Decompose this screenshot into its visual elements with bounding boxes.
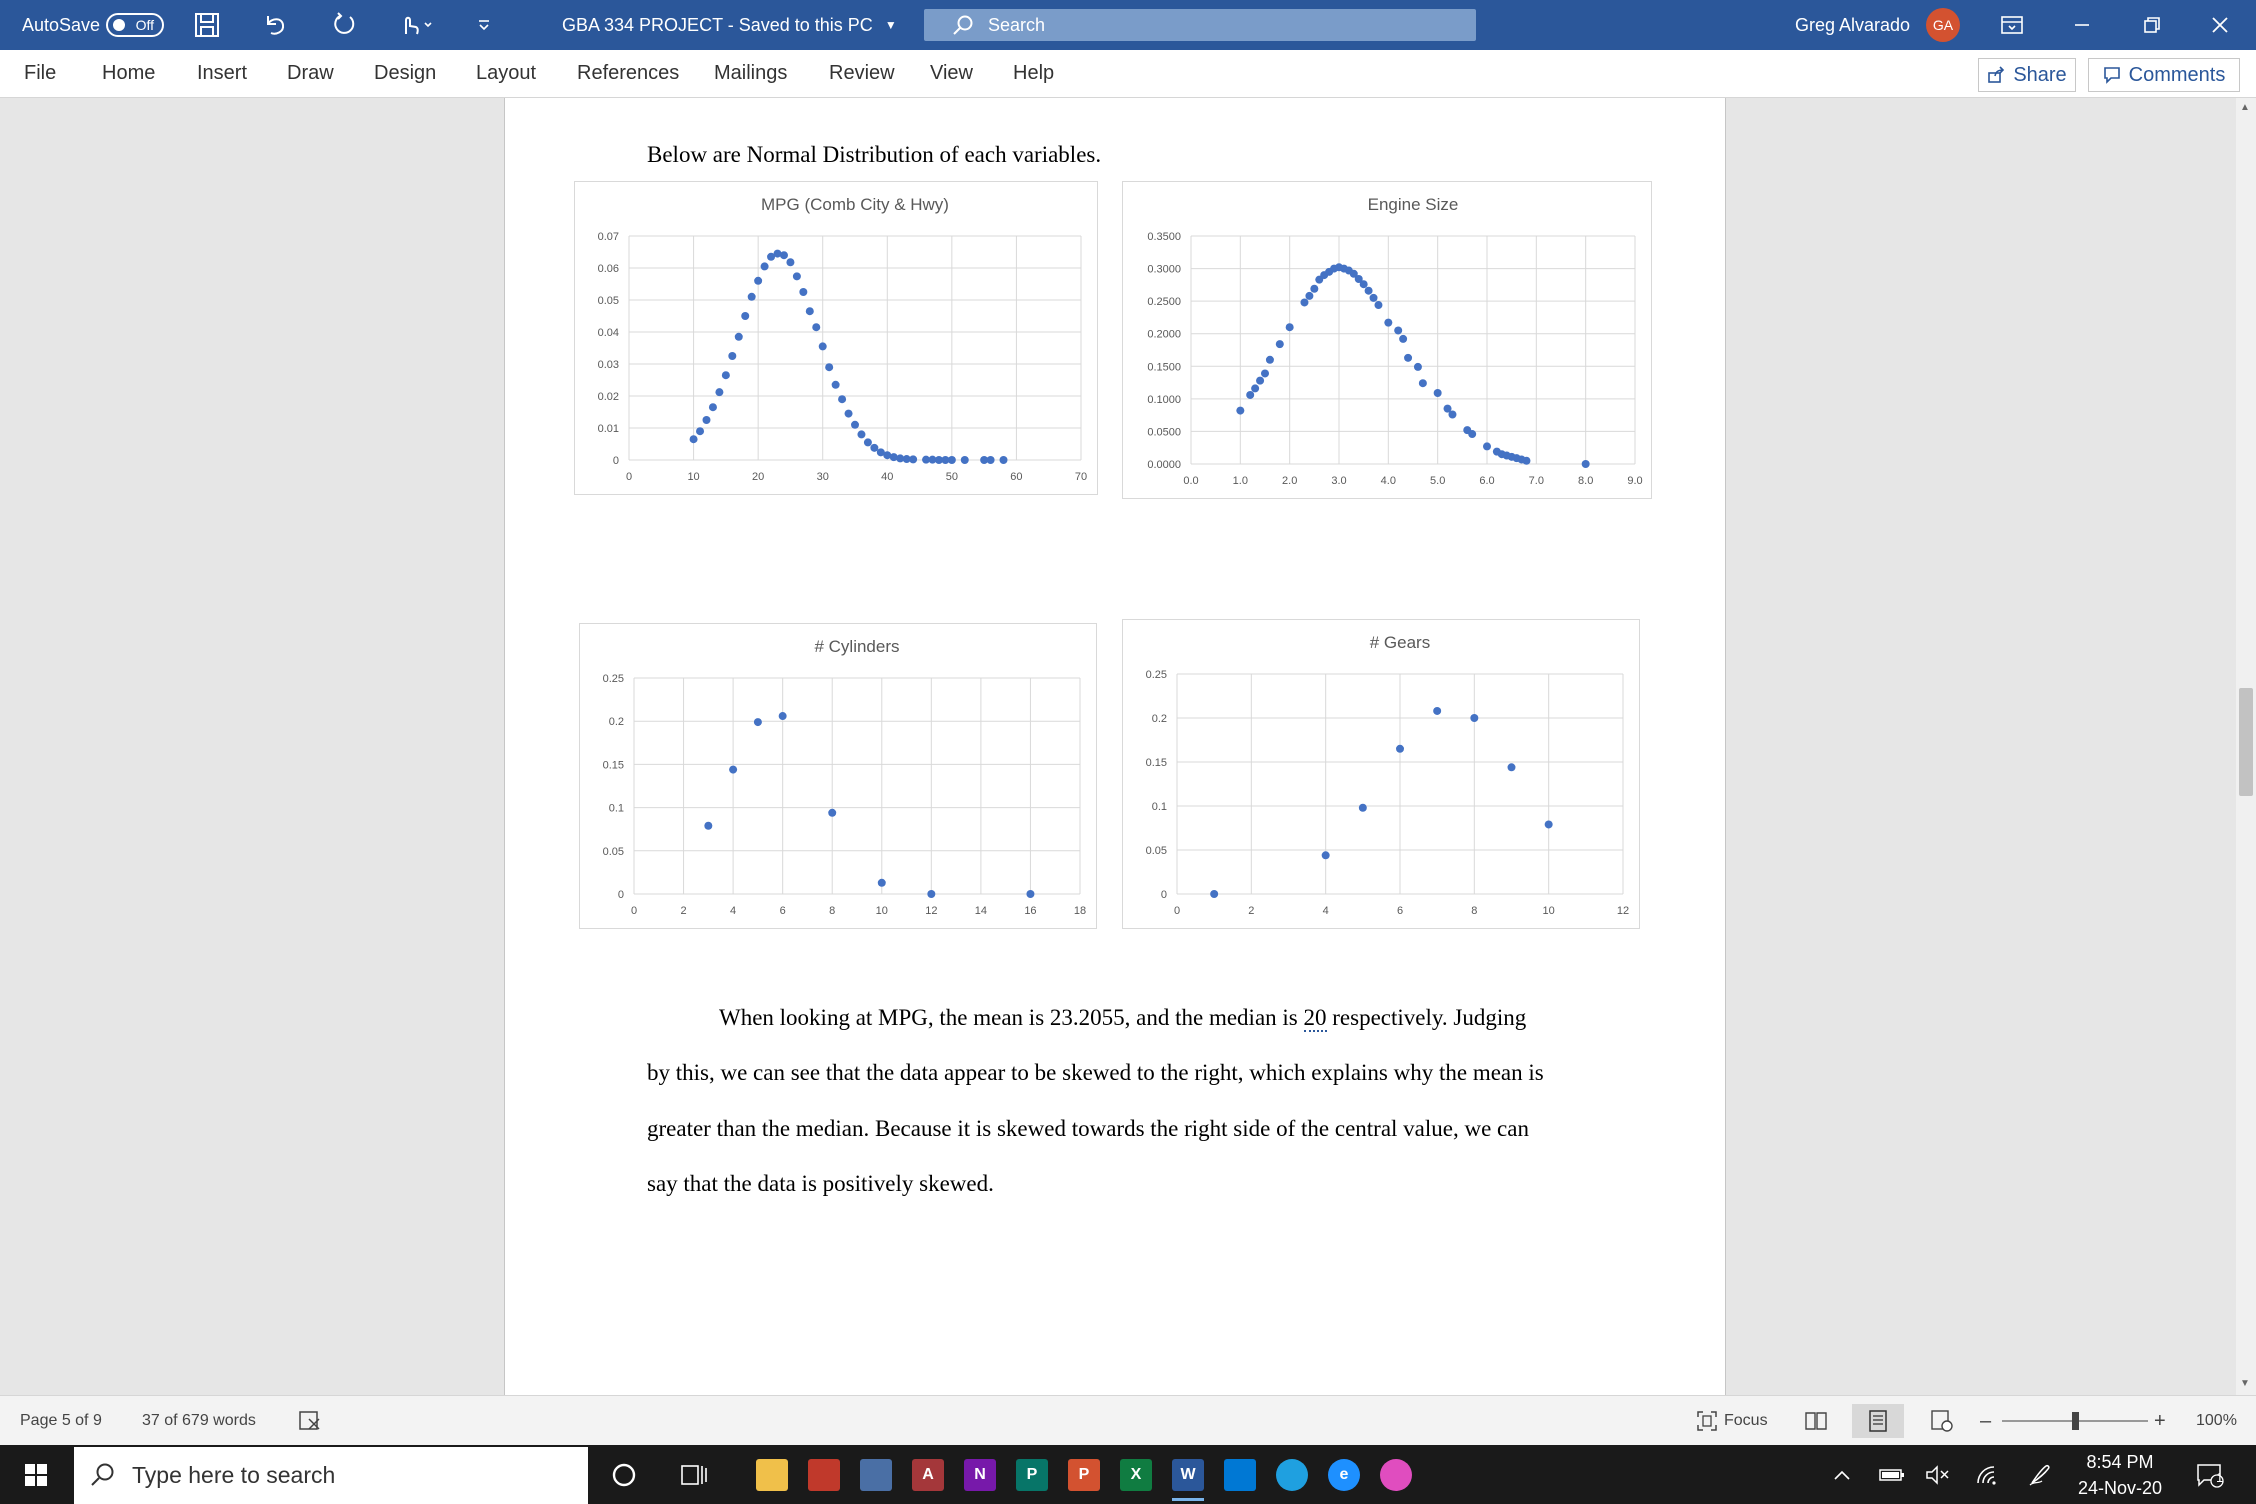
itunes-icon[interactable] (1372, 1453, 1420, 1497)
tab-home[interactable]: Home (102, 62, 156, 84)
data-point (1322, 851, 1330, 859)
document-title[interactable] (562, 0, 897, 50)
data-point (1360, 280, 1368, 288)
data-point (1286, 323, 1294, 331)
search-label: Search (988, 14, 1046, 35)
x-tick-label: 10 (875, 905, 888, 917)
mail-icon[interactable] (1216, 1453, 1264, 1497)
y-tick-label: 0.2500 (1147, 296, 1181, 309)
data-point (779, 712, 787, 720)
x-tick-label: 8 (829, 905, 836, 917)
y-tick-label: 0.04 (597, 327, 619, 339)
data-point (1396, 745, 1404, 753)
excel-icon[interactable] (1112, 1453, 1160, 1497)
data-point (838, 395, 846, 403)
zoom-level[interactable]: 100% (2196, 1412, 2237, 1429)
onenote-icon-glyph: N (964, 1459, 996, 1491)
x-tick-label: 0 (625, 471, 633, 483)
chart-svg (575, 182, 1097, 494)
action-center-icon[interactable] (2186, 1453, 2234, 1497)
x-tick-label: 10 (687, 471, 700, 483)
mail-icon-glyph (1224, 1459, 1256, 1491)
volume-muted-icon[interactable] (1914, 1453, 1962, 1497)
y-tick-label: 0.2000 (1147, 328, 1181, 341)
undo-icon[interactable] (262, 0, 288, 50)
clock-date: 24-Nov-20 (2077, 1477, 2163, 1498)
publisher-icon-glyph: P (1016, 1459, 1048, 1491)
tab-view[interactable]: View (930, 62, 973, 84)
y-tick-label: 0.1500 (1147, 361, 1181, 374)
data-point (845, 410, 853, 418)
y-tick-label: 0 (1160, 889, 1167, 901)
data-point (927, 890, 935, 898)
y-tick-label: 0.03 (597, 359, 619, 371)
word-icon[interactable] (1164, 1453, 1212, 1497)
y-tick-label: 0.02 (597, 391, 619, 403)
y-tick-label: 0.1 (1151, 801, 1167, 813)
x-tick-label: 4 (1322, 905, 1329, 917)
calculator-icon-glyph (860, 1459, 892, 1491)
data-point (1394, 326, 1402, 334)
tab-help[interactable]: Help (1013, 62, 1055, 84)
scroll-up-icon[interactable]: ▲ (2240, 102, 2250, 113)
y-tick-label: 0 (612, 455, 619, 467)
y-tick-label: 0.05 (1145, 845, 1167, 857)
data-point (1384, 319, 1392, 327)
word-icon-glyph: W (1172, 1459, 1204, 1491)
data-point (1365, 287, 1373, 295)
focus-label: Focus (1724, 1412, 1768, 1429)
paragraph-line-1: When looking at MPG, the mean is 23.2055, and the median is 20 respectively. Judging (719, 1005, 1527, 1030)
data-point (690, 435, 698, 443)
x-tick-label: 16 (1024, 905, 1037, 917)
data-point (1305, 292, 1313, 300)
zoom-slider-thumb[interactable] (2072, 1412, 2079, 1430)
paragraph-line-2: by this, we can see that the data appear to be skewed to the right, which explains why the mean is (647, 1060, 1544, 1085)
y-tick-label: 0.0000 (1147, 459, 1181, 471)
data-point (878, 879, 886, 887)
status-bar (0, 1395, 2256, 1445)
x-tick-label: 6 (1396, 905, 1404, 917)
data-point (851, 421, 859, 429)
show-hidden-icons-icon[interactable] (1818, 1453, 1866, 1497)
chart-svg (1123, 620, 1639, 928)
x-tick-label: 50 (945, 471, 958, 483)
data-point (754, 277, 762, 285)
data-point (1266, 356, 1274, 364)
scroll-down-icon[interactable]: ▼ (2240, 1378, 2250, 1389)
tab-layout[interactable]: Layout (476, 62, 537, 84)
data-point (799, 288, 807, 296)
data-point (1251, 384, 1259, 392)
comments-button[interactable] (2088, 58, 2240, 92)
data-point (857, 430, 865, 438)
file-explorer-icon[interactable] (748, 1453, 796, 1497)
x-tick-label: 3.0 (1331, 475, 1347, 487)
data-point (1359, 804, 1367, 812)
grammar-flagged-word[interactable]: 20 (1303, 1005, 1327, 1030)
cortana-icon[interactable] (600, 1453, 648, 1497)
data-point (948, 456, 956, 464)
page-indicator[interactable]: Page 5 of 9 (20, 1412, 102, 1429)
data-point (780, 251, 788, 259)
scroll-thumb[interactable] (2239, 688, 2253, 796)
chart-cylinders (579, 623, 1097, 929)
y-tick-label: 0.15 (1145, 757, 1167, 769)
share-label: Share (2013, 63, 2067, 86)
search-icon (90, 1462, 116, 1488)
data-point (1399, 335, 1407, 343)
x-tick-label: 6.0 (1479, 475, 1495, 487)
x-tick-label: 2 (680, 905, 687, 917)
data-point (819, 342, 827, 350)
wifi-icon[interactable] (1964, 1453, 2012, 1497)
x-tick-label: 4 (730, 905, 737, 917)
chart-title: # Cylinders (814, 637, 900, 656)
print-layout-icon[interactable] (1852, 1404, 1904, 1438)
clock[interactable] (2070, 1447, 2170, 1502)
y-tick-label: 0.1000 (1147, 393, 1181, 406)
file-explorer-icon-glyph (756, 1459, 788, 1491)
data-point (1508, 763, 1516, 771)
data-point (1374, 301, 1382, 309)
data-point (722, 371, 730, 379)
user-name[interactable]: Greg Alvarado (1795, 14, 1911, 35)
data-point (1026, 890, 1034, 898)
x-tick-label: 0.0 (1183, 475, 1199, 487)
data-point (1414, 363, 1422, 371)
x-tick-label: 40 (881, 471, 894, 483)
snipping-tool-icon[interactable] (800, 1453, 848, 1497)
y-tick-label: 0.1 (608, 802, 624, 815)
data-point (961, 456, 969, 464)
data-point (786, 258, 794, 266)
data-point (715, 388, 723, 396)
tab-mailings[interactable]: Mailings (714, 62, 788, 84)
zoom-in-button[interactable]: + (2154, 1409, 2166, 1432)
x-tick-label: 5.0 (1430, 475, 1446, 487)
x-tick-label: 9.0 (1627, 475, 1643, 487)
focus-icon (1696, 1410, 1718, 1432)
data-point (1448, 410, 1456, 418)
x-tick-label: 14 (974, 905, 988, 917)
data-point (704, 822, 712, 830)
document-area (0, 98, 2236, 1395)
snipping-tool-icon-glyph (808, 1459, 840, 1491)
x-tick-label: 18 (1073, 905, 1087, 917)
chart-engine-size (1122, 181, 1652, 499)
x-tick-label: 0 (630, 905, 638, 917)
data-point (748, 293, 756, 301)
data-point (828, 809, 836, 817)
publisher-icon[interactable] (1008, 1453, 1056, 1497)
chart-title: Engine Size (1367, 195, 1459, 214)
paragraph-line-4: say that the data is positively skewed. (647, 1171, 994, 1196)
comment-icon (2103, 66, 2121, 84)
data-point (728, 352, 736, 360)
windows-start-icon[interactable] (12, 1453, 60, 1497)
vertical-scrollbar[interactable] (2236, 98, 2256, 1395)
data-point (1210, 890, 1218, 898)
data-point (735, 333, 743, 341)
save-icon[interactable] (194, 0, 220, 50)
x-tick-label: 60 (1010, 471, 1023, 483)
data-point (1236, 407, 1244, 415)
chart-svg (580, 624, 1096, 928)
x-tick-label: 20 (752, 471, 765, 483)
tab-draw[interactable]: Draw (287, 62, 334, 84)
data-point (1404, 354, 1412, 362)
y-tick-label: 0.2 (608, 716, 624, 729)
ribbon-tabs (0, 50, 2256, 98)
x-tick-label: 12 (1616, 905, 1630, 917)
data-point (696, 427, 704, 435)
share-button[interactable] (1978, 58, 2076, 92)
autosave-label: AutoSave (22, 14, 101, 35)
tab-design[interactable]: Design (374, 62, 437, 84)
edge-icon-glyph (1276, 1459, 1308, 1491)
data-point (1370, 294, 1378, 302)
title-bar (0, 0, 2256, 50)
y-tick-label: 0.05 (597, 295, 619, 307)
access-icon[interactable] (904, 1453, 952, 1497)
tab-references[interactable]: References (577, 62, 680, 84)
chart-title: MPG (Comb City & Hwy) (761, 195, 949, 214)
y-tick-label: 0.06 (597, 263, 619, 275)
x-tick-label: 70 (1074, 471, 1088, 483)
data-point (1300, 298, 1308, 306)
x-tick-label: 2 (1248, 905, 1255, 917)
read-mode-icon[interactable] (1790, 1404, 1842, 1438)
zoom-out-button[interactable]: – (1980, 1409, 1992, 1432)
data-point (709, 403, 717, 411)
data-point (832, 381, 840, 389)
taskbar-search-placeholder: Type here to search (132, 1462, 336, 1488)
avatar[interactable]: GA (1926, 0, 1960, 50)
y-tick-label: 0.15 (602, 759, 624, 772)
x-tick-label: 1.0 (1232, 475, 1248, 487)
comments-label: Comments (2128, 63, 2226, 86)
internet-explorer-icon-glyph: e (1328, 1459, 1360, 1491)
tab-review[interactable]: Review (829, 62, 895, 84)
internet-explorer-icon[interactable] (1320, 1453, 1368, 1497)
data-point (1310, 285, 1318, 293)
customize-qat-icon[interactable] (476, 0, 492, 50)
web-layout-icon[interactable] (1916, 1404, 1968, 1438)
x-tick-label: 12 (925, 905, 938, 917)
document-title-text: GBA 334 PROJECT - Saved to this PC (562, 14, 873, 35)
autosave-toggle[interactable] (106, 0, 164, 50)
x-tick-label: 4.0 (1380, 475, 1396, 487)
document-page[interactable] (504, 98, 1726, 1395)
data-point (1522, 457, 1530, 465)
data-point (1276, 340, 1284, 348)
data-point (1433, 707, 1441, 715)
excel-icon-glyph: X (1120, 1459, 1152, 1491)
data-point (909, 455, 917, 463)
chevron-down-icon: ▼ (884, 18, 897, 32)
data-point (1468, 430, 1476, 438)
x-tick-label: 8.0 (1578, 475, 1594, 487)
y-tick-label: 0.2 (1151, 713, 1167, 725)
itunes-icon-glyph (1380, 1459, 1412, 1491)
ribbon-display-options-icon[interactable] (2000, 0, 2024, 50)
taskbar-search-input[interactable] (74, 1447, 588, 1504)
y-tick-label: 0.3000 (1147, 263, 1181, 276)
close-icon[interactable] (2210, 0, 2230, 50)
data-point (1582, 460, 1590, 468)
powerpoint-icon-glyph: P (1068, 1459, 1100, 1491)
data-point (987, 456, 995, 464)
task-view-icon[interactable] (670, 1453, 718, 1497)
zoom-slider[interactable] (2002, 1420, 2148, 1422)
data-point (741, 312, 749, 320)
data-point (1419, 379, 1427, 387)
data-point (1434, 389, 1442, 397)
y-tick-label: 0 (617, 889, 624, 901)
intro-text: Below are Normal Distribution of each variables. (647, 142, 1102, 167)
x-tick-label: 6 (779, 905, 786, 917)
data-point (702, 416, 710, 424)
data-point (870, 444, 878, 452)
access-icon-glyph: A (912, 1459, 944, 1491)
proofing-icon[interactable] (298, 1396, 322, 1446)
chart-mpg (574, 181, 1098, 495)
y-tick-label: 0.25 (602, 673, 624, 685)
data-point (793, 272, 801, 280)
y-tick-label: 0.07 (597, 231, 619, 243)
minimize-icon[interactable] (2072, 0, 2092, 50)
clock-time: 8:54 PM (2086, 1451, 2154, 1472)
focus-button[interactable] (1696, 1396, 1768, 1446)
chart-title: # Gears (1369, 633, 1431, 652)
y-tick-label: 0.3500 (1147, 231, 1181, 243)
powerpoint-icon[interactable] (1060, 1453, 1108, 1497)
onenote-icon[interactable] (956, 1453, 1004, 1497)
x-tick-label: 0 (1173, 905, 1181, 917)
chart-svg (1123, 182, 1651, 498)
x-tick-label: 7.0 (1528, 475, 1544, 487)
paragraph-line-3: greater than the median. Because it is skewed towards the right side of the central value, we can (647, 1116, 1529, 1141)
redo-icon[interactable] (330, 0, 356, 50)
tab-insert[interactable]: Insert (197, 62, 248, 84)
y-tick-label: 0.0500 (1147, 426, 1181, 439)
restore-icon[interactable] (2142, 0, 2162, 50)
x-tick-label: 8 (1471, 905, 1478, 917)
x-tick-label: 30 (816, 471, 829, 483)
word-count[interactable]: 37 of 679 words (142, 1412, 256, 1429)
x-tick-label: 2.0 (1282, 475, 1298, 487)
y-tick-label: 0.01 (597, 423, 619, 435)
data-point (812, 323, 820, 331)
data-point (825, 363, 833, 371)
data-point (729, 766, 737, 774)
battery-icon[interactable] (1868, 1453, 1916, 1497)
notification-count: 1 (2216, 1470, 2224, 1485)
y-tick-label: 0.05 (602, 845, 624, 858)
x-tick-label: 10 (1542, 905, 1555, 917)
calculator-icon[interactable] (852, 1453, 900, 1497)
data-point (1000, 456, 1008, 464)
data-point (1545, 820, 1553, 828)
edge-icon[interactable] (1268, 1453, 1316, 1497)
data-point (761, 262, 769, 270)
data-point (1261, 369, 1269, 377)
data-point (754, 718, 762, 726)
share-icon (1987, 66, 2005, 84)
data-point (806, 307, 814, 315)
data-point (1483, 442, 1491, 450)
pen-ink-icon[interactable] (2016, 1453, 2064, 1497)
taskbar (0, 1445, 2256, 1504)
y-tick-label: 0.25 (1145, 669, 1167, 681)
data-point (864, 438, 872, 446)
chart-gears (1122, 619, 1640, 929)
data-point (1246, 391, 1254, 399)
data-point (1256, 377, 1264, 385)
search-icon (952, 14, 974, 36)
touch-mode-icon[interactable] (398, 0, 434, 50)
search-box[interactable] (924, 9, 1476, 41)
data-point (1470, 714, 1478, 722)
autosave-state: Off (135, 17, 154, 33)
tab-file[interactable]: File (24, 62, 57, 84)
